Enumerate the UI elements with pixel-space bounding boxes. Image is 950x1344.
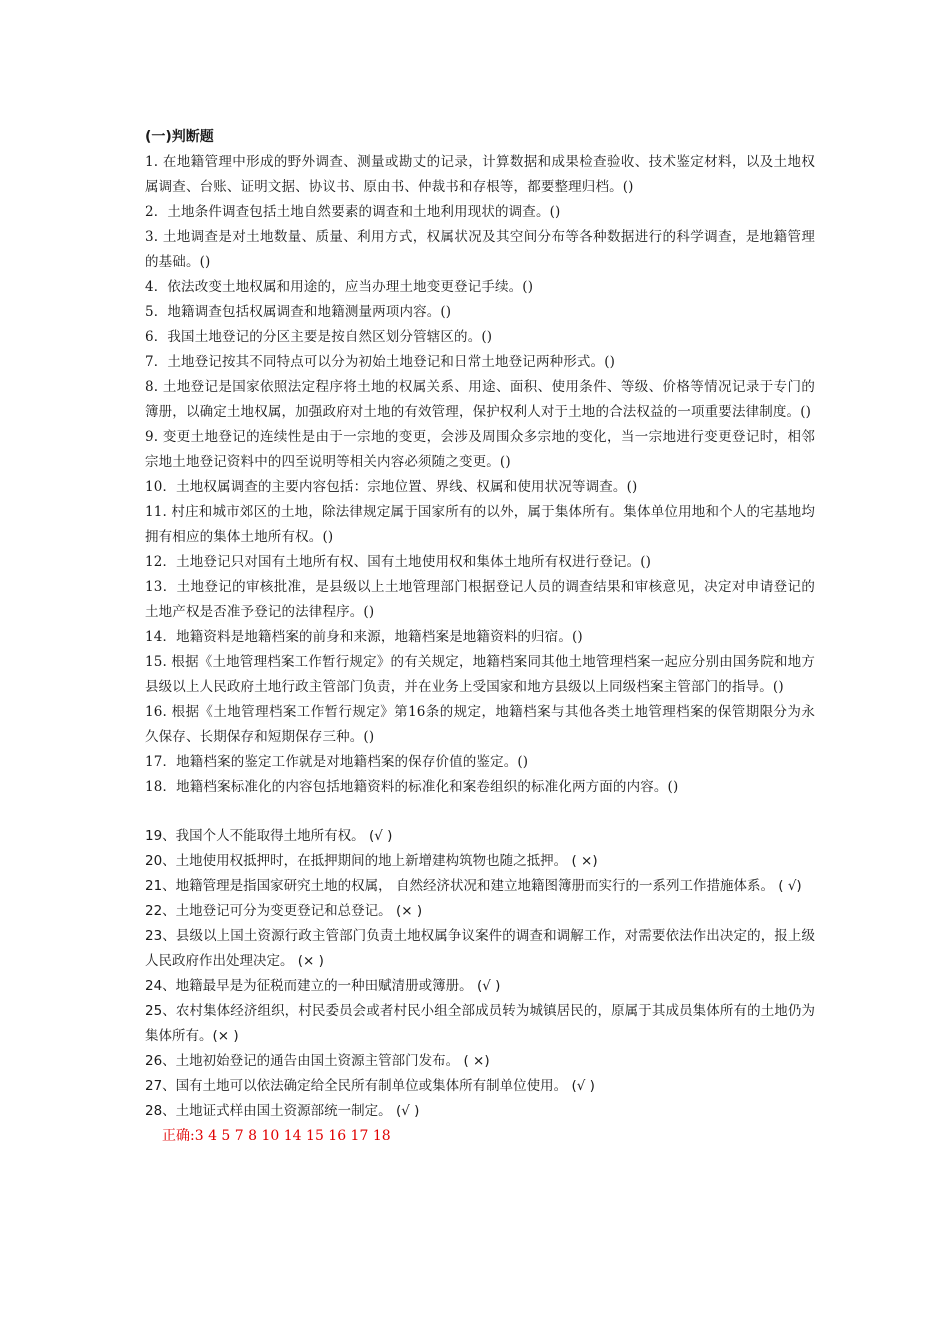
question-item: 18．地籍档案标准化的内容包括地籍资料的标准化和案卷组织的标准化两方面的内容。()	[145, 779, 679, 795]
question-item: 6．我国土地登记的分区主要是按自然区划分管辖区的。()	[145, 329, 493, 345]
question-item: 16. 根据《土地管理档案工作暂行规定》第16条的规定，地籍档案与其他各类土地管理档案的保管期限分为永久保存、长期保存和短期保存三种。()	[145, 704, 815, 745]
question-item: 28、土地证式样由国土资源部统一制定。 (√ )	[145, 1103, 420, 1119]
question-item: 11. 村庄和城市郊区的土地，除法律规定属于国家所有的以外，属于集体所有。集体单位用地和个人的宅基地均拥有相应的集体土地所有权。()	[145, 504, 815, 545]
question-item: 2．土地条件调查包括土地自然要素的调查和土地利用现状的调查。()	[145, 204, 561, 220]
section-gap	[145, 800, 815, 824]
question-item: 3. 土地调查是对土地数量、质量、利用方式，权属状况及其空间分布等各种数据进行的科学调查，是地籍管理的基础。()	[145, 229, 815, 270]
question-item: 20、土地使用权抵押时，在抵押期间的地上新增建构筑物也随之抵押。 ( ×)	[145, 853, 598, 869]
question-item: 12．土地登记只对国有土地所有权、国有土地使用权和集体土地所有权进行登记。()	[145, 554, 652, 570]
question-item: 23、县级以上国土资源行政主管部门负责土地权属争议案件的调查和调解工作，对需要依法作出决定的，报上级人民政府作出处理决定。 (× )	[145, 928, 815, 969]
question-list-part1	[145, 150, 815, 800]
document-page	[145, 124, 815, 1148]
question-item: 25、农村集体经济组织，村民委员会或者村民小组全部成员转为城镇居民的，原属于其成员集体所有的土地仍为集体所有。(× )	[145, 1003, 815, 1044]
question-item: 5．地籍调查包括权属调查和地籍测量两项内容。()	[145, 304, 452, 320]
question-item: 9. 变更土地登记的连续性是由于一宗地的变更，会涉及周围众多宗地的变化，当一宗地进行变更登记时，相邻宗地土地登记资料中的四至说明等相关内容必须随之变更。()	[145, 429, 815, 470]
question-list-part2	[145, 824, 815, 1124]
question-item: 8. 土地登记是国家依照法定程序将土地的权属关系、用途、面积、使用条件、等级、价格等情况记录于专门的簿册，以确定土地权属，加强政府对土地的有效管理，保护权利人对于土地的合法权益的一项重要法律制度。()	[145, 379, 815, 420]
question-item: 14．地籍资料是地籍档案的前身和来源，地籍档案是地籍资料的归宿。()	[145, 629, 583, 645]
question-item: 24、地籍最早是为征税而建立的一种田赋清册或簿册。 (√ )	[145, 978, 501, 994]
question-item: 13．土地登记的审核批准，是县级以上土地管理部门根据登记人员的调查结果和审核意见，决定对申请登记的土地产权是否准予登记的法律程序。()	[145, 579, 815, 620]
answer-key: 正确:3 4 5 7 8 10 14 15 16 17 18	[162, 1128, 391, 1144]
question-item: 21、地籍管理是指国家研究土地的权属， 自然经济状况和建立地籍图簿册而实行的一系列工作措施体系。 ( √)	[145, 878, 802, 894]
question-item: 22、土地登记可分为变更登记和总登记。 (× )	[145, 903, 423, 919]
question-item: 19、我国个人不能取得土地所有权。 (√ )	[145, 828, 393, 844]
question-item: 1. 在地籍管理中形成的野外调查、测量或勘丈的记录，计算数据和成果检查验收、技术鉴定材料，以及土地权属调查、台账、证明文据、协议书、原由书、仲裁书和存根等，都要整理归档。()	[145, 154, 815, 195]
question-item: 10．土地权属调查的主要内容包括：宗地位置、界线、权属和使用状况等调查。()	[145, 479, 638, 495]
question-item: 15. 根据《土地管理档案工作暂行规定》的有关规定，地籍档案同其他土地管理档案一起应分别由国务院和地方县级以上人民政府土地行政主管部门负责，并在业务上受国家和地方县级以上同级档案主管部门的指导。()	[145, 654, 815, 695]
question-item: 27、国有土地可以依法确定给全民所有制单位或集体所有制单位使用。 (√ )	[145, 1078, 595, 1094]
question-item: 4．依法改变土地权属和用途的，应当办理土地变更登记手续。()	[145, 279, 534, 295]
section-title: (一)判断题	[145, 129, 214, 145]
question-item: 7．土地登记按其不同特点可以分为初始土地登记和日常土地登记两种形式。()	[145, 354, 616, 370]
question-item: 26、土地初始登记的通告由国土资源主管部门发布。 ( ×)	[145, 1053, 490, 1069]
question-item: 17．地籍档案的鉴定工作就是对地籍档案的保存价值的鉴定。()	[145, 754, 529, 770]
